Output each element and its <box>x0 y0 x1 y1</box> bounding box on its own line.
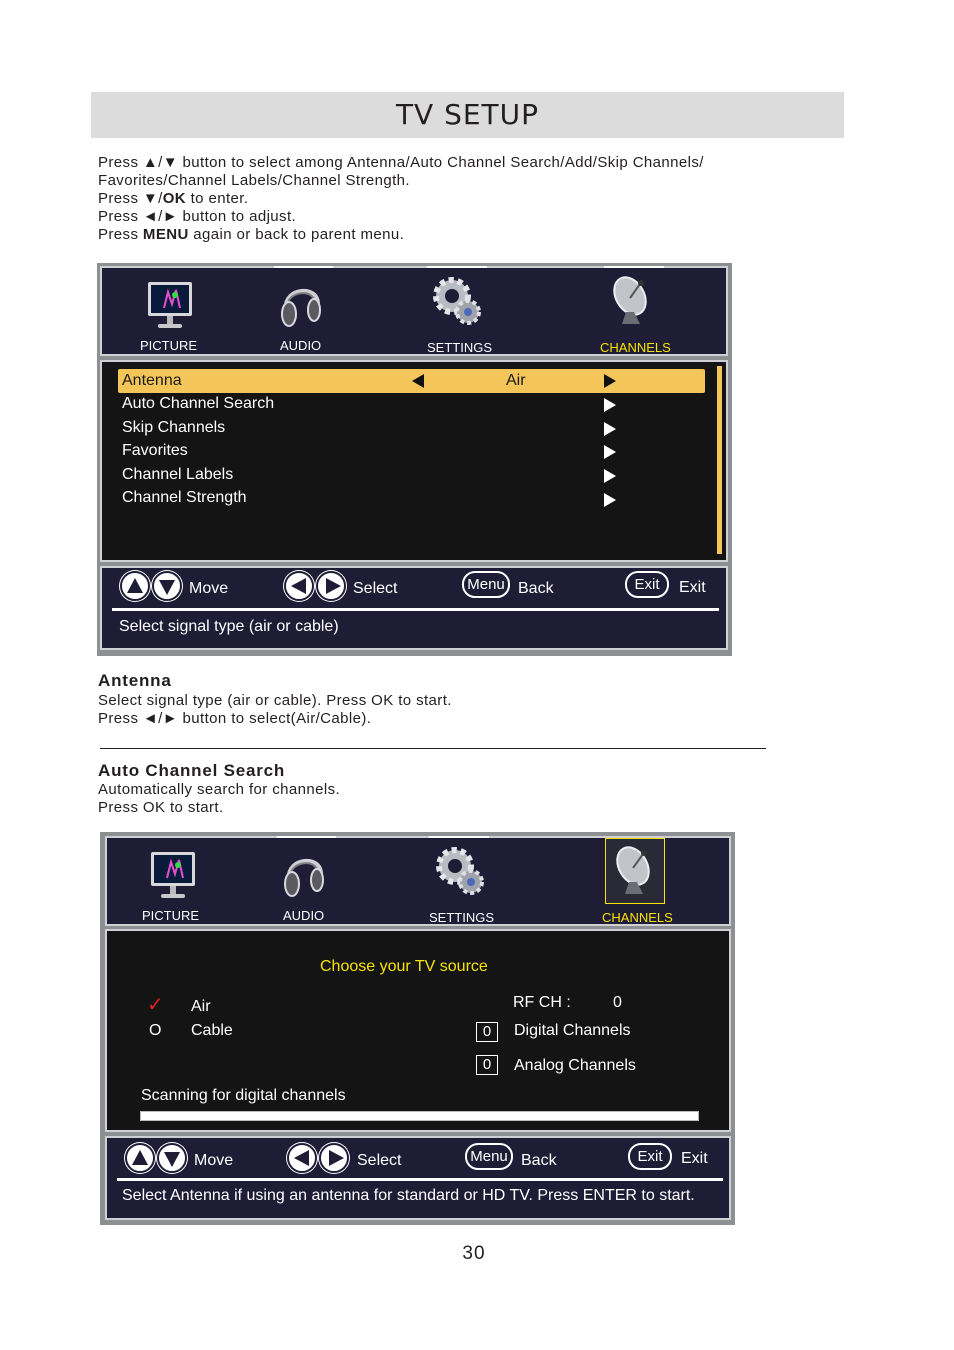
checkmark-icon[interactable]: ✓ <box>147 994 164 1016</box>
menu-item-channel-labels[interactable]: Channel Labels <box>122 466 234 483</box>
tab-label-channels: CHANNELS <box>602 910 673 925</box>
monitor-icon <box>145 848 201 904</box>
down-button-icon <box>157 1143 187 1173</box>
option-cable-label[interactable]: Cable <box>191 1022 233 1039</box>
channels-menu-screen <box>97 263 732 656</box>
tab-label-audio: AUDIO <box>280 338 322 353</box>
right-arrow-icon[interactable] <box>604 469 616 483</box>
select-label: Select <box>357 1152 402 1169</box>
right-arrow-icon[interactable] <box>604 398 616 412</box>
right-arrow-icon[interactable] <box>604 374 616 388</box>
gear-icon <box>431 842 487 898</box>
option-air-label[interactable]: Air <box>191 998 211 1015</box>
auto-search-heading: Auto Channel Search <box>98 761 286 780</box>
rf-channel-value: 0 <box>613 994 622 1011</box>
tab-label-picture: PICTURE <box>142 908 200 923</box>
auto-search-line-2: Press OK to start. <box>98 799 224 816</box>
auto-search-line-1: Automatically search for channels. <box>98 781 341 798</box>
exit-label: Exit <box>679 579 706 596</box>
antenna-line-2: Press ◄/► button to select(Air/Cable). <box>98 710 372 727</box>
up-button-icon <box>120 571 150 601</box>
tab-label-audio: AUDIO <box>283 908 325 923</box>
menu-tab-bar <box>100 266 728 356</box>
menu-button: Menu <box>462 571 510 598</box>
intro-line-3 <box>98 190 704 208</box>
right-button-icon <box>319 1143 349 1173</box>
digital-channel-count: 0 <box>476 1022 498 1042</box>
right-button-icon <box>316 571 346 601</box>
gear-icon <box>428 272 484 328</box>
intro-line-1 <box>98 154 704 172</box>
digital-channels-label: Digital Channels <box>514 1022 631 1039</box>
intro-line-4: Press ◄/► button to adjust. <box>98 208 297 225</box>
antenna-heading: Antenna <box>98 671 172 690</box>
tab-label-settings: SETTINGS <box>429 910 495 925</box>
section-divider <box>100 748 766 749</box>
satellite-dish-icon <box>607 842 663 898</box>
back-label: Back <box>518 580 554 597</box>
menu-keyword: MENU <box>142 226 189 243</box>
menu-button: Menu <box>465 1143 513 1170</box>
satellite-dish-icon <box>604 272 660 328</box>
antenna-value: Air <box>506 372 526 389</box>
menu-footer <box>105 1136 731 1220</box>
intro-instructions <box>98 154 704 244</box>
exit-button: Exit <box>625 571 669 598</box>
intro-text: Add <box>564 154 593 171</box>
intro-slash: / <box>560 154 565 171</box>
intro-text: Press ▼ <box>98 190 159 207</box>
scrollbar[interactable] <box>717 366 722 554</box>
intro-slash: / <box>158 190 163 207</box>
option-cable-radio[interactable]: O <box>149 1022 162 1039</box>
right-arrow-icon[interactable] <box>604 422 616 436</box>
intro-line-5 <box>98 226 704 244</box>
select-label: Select <box>353 580 398 597</box>
intro-slash: / <box>592 154 598 171</box>
tab-topline <box>274 266 333 268</box>
tab-topline <box>277 836 336 838</box>
tv-source-screen <box>100 832 735 1225</box>
left-button-icon <box>284 571 314 601</box>
tab-label-settings: SETTINGS <box>427 340 493 355</box>
scan-progress-bar <box>140 1111 699 1121</box>
tab-label-channels: CHANNELS <box>600 340 671 355</box>
left-button-icon <box>287 1143 317 1173</box>
title-bar <box>91 92 844 138</box>
footer-divider <box>112 608 719 611</box>
exit-label: Exit <box>681 1150 708 1167</box>
menu-item-favorites[interactable]: Favorites <box>122 442 188 459</box>
page-title: TV SETUP <box>395 98 540 131</box>
headphones-icon <box>277 844 333 900</box>
menu-item-label: Antenna <box>122 372 182 389</box>
up-button-icon <box>125 1143 155 1173</box>
tab-label-picture: PICTURE <box>140 338 198 353</box>
help-text: Select signal type (air or cable) <box>119 618 339 635</box>
move-label: Move <box>194 1152 234 1169</box>
intro-text: to enter. <box>186 190 249 207</box>
channels-menu-list <box>100 360 728 562</box>
tab-topline <box>427 266 487 268</box>
analog-channel-count: 0 <box>476 1055 498 1075</box>
tab-topline <box>429 836 489 838</box>
move-label: Move <box>189 580 229 597</box>
menu-item-skip-channels[interactable]: Skip Channels <box>122 419 226 436</box>
intro-text: Press <box>98 226 143 243</box>
rf-channel-label: RF CH : <box>513 994 571 1011</box>
antenna-line-1: Select signal type (air or cable). Press OK to start. <box>98 692 452 709</box>
down-button-icon <box>152 571 182 601</box>
intro-text: again or back to parent menu. <box>188 226 405 243</box>
exit-button: Exit <box>628 1143 672 1170</box>
source-prompt: Choose your TV source <box>320 958 488 975</box>
help-text: Select Antenna if using an antenna for standard or HD TV. Press ENTER to start. <box>122 1187 695 1204</box>
left-arrow-icon[interactable] <box>412 374 424 388</box>
intro-text: Press ▲/▼ button to select among Antenna/Auto Channel Search <box>98 154 561 171</box>
menu-item-auto-channel-search[interactable]: Auto Channel Search <box>122 395 275 412</box>
right-arrow-icon[interactable] <box>604 493 616 507</box>
analog-channels-label: Analog Channels <box>514 1057 636 1074</box>
headphones-icon <box>274 274 330 330</box>
tab-topline <box>604 266 664 268</box>
scanning-status: Scanning for digital channels <box>141 1087 346 1104</box>
menu-footer <box>100 566 728 650</box>
menu-item-channel-strength[interactable]: Channel Strength <box>122 489 247 506</box>
footer-divider <box>117 1178 723 1181</box>
intro-line-2: Favorites/Channel Labels/Channel Strength. <box>98 172 410 189</box>
page-number: 30 <box>462 1243 486 1264</box>
tv-source-panel <box>105 929 731 1132</box>
monitor-icon <box>142 278 198 334</box>
back-label: Back <box>521 1152 557 1169</box>
intro-text: Skip Channels/ <box>597 154 704 171</box>
right-arrow-icon[interactable] <box>604 445 616 459</box>
menu-tab-bar <box>105 836 731 926</box>
ok-keyword: OK <box>162 190 187 207</box>
